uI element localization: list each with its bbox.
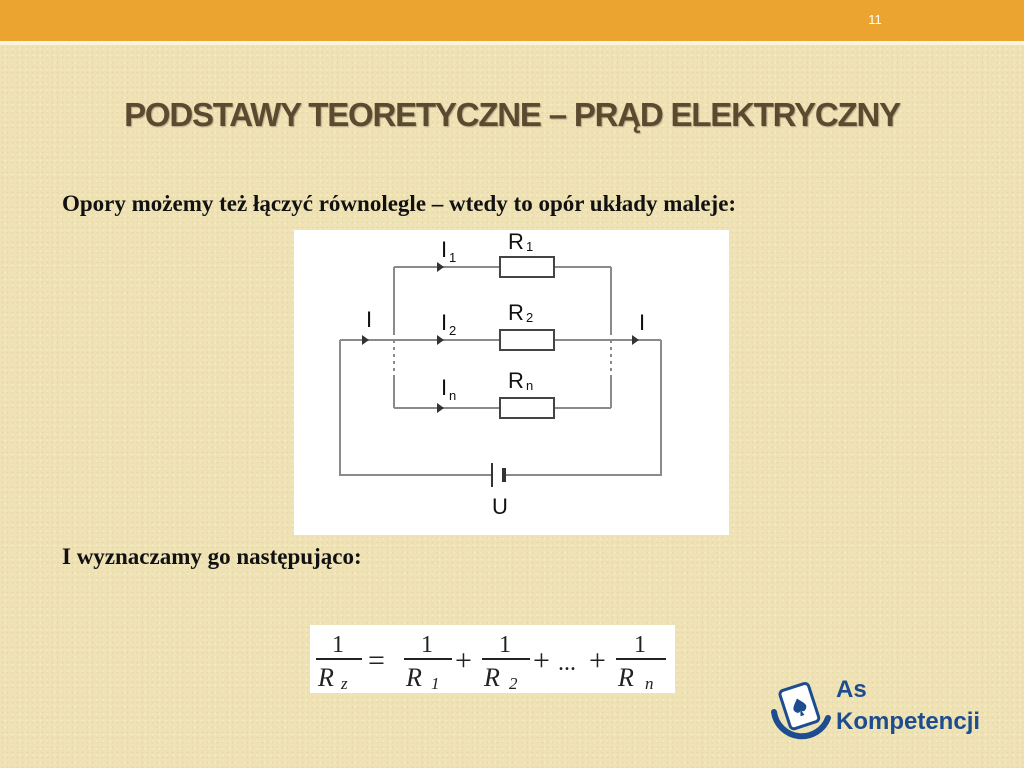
formula-term1-r: R <box>406 663 422 692</box>
formula-equals: = <box>368 644 385 677</box>
resistor-sub-n: n <box>526 378 534 393</box>
slide-number: 11 <box>868 12 882 27</box>
formula-lhs-numerator: 1 <box>332 632 344 658</box>
formula-lhs-r: R <box>318 663 334 692</box>
parallel-resistance-formula <box>310 625 675 693</box>
formula-term2-numerator: 1 <box>499 632 511 658</box>
resistor-rn <box>500 398 554 418</box>
voltage-label: U <box>492 494 508 519</box>
formula-plus-1: + <box>455 644 472 677</box>
resistor-sub-2: 2 <box>526 310 534 325</box>
slide-title: PODSTAWY TEORETYCZNE – PRĄD ELEKTRYCZNY <box>124 96 900 133</box>
resistor-sub-1: 1 <box>526 239 534 254</box>
body-paragraph-parallel: Opory możemy też łączyć równolegle – wtedy to opór układy maleje: <box>62 191 737 216</box>
resistor-r2 <box>500 330 554 350</box>
battery-icon <box>492 463 504 487</box>
resistor-label-2: R <box>508 300 524 325</box>
formula-plus-2: + <box>533 644 550 677</box>
formula-term1-numerator: 1 <box>421 632 433 658</box>
logo-text-as: As <box>836 676 867 703</box>
current-sub-1: 1 <box>449 250 457 265</box>
formula-termn-r: R <box>618 663 634 692</box>
formula-termn-numerator: 1 <box>634 632 646 658</box>
current-label-n: I <box>441 375 448 400</box>
current-sub-2: 2 <box>449 323 457 338</box>
formula-term1-sub: 1 <box>431 674 440 693</box>
total-current-left-label: I <box>366 307 373 332</box>
formula-term2-r: R <box>484 663 500 692</box>
resistor-r1 <box>500 257 554 277</box>
logo-text-kompetencji: Kompetencji <box>836 708 981 735</box>
resistor-label-n: R <box>508 368 524 393</box>
formula-ellipsis: ... <box>558 650 576 676</box>
formula-term2-sub: 2 <box>509 674 518 693</box>
total-current-right-label: I <box>639 310 646 335</box>
resistor-label-1: R <box>508 230 524 254</box>
current-sub-n: n <box>449 388 457 403</box>
formula-termn-sub: n <box>645 674 654 693</box>
current-label-1: I <box>441 237 448 262</box>
current-label-2: I <box>441 310 448 335</box>
as-kompetencji-logo <box>768 670 1008 750</box>
body-paragraph-formula-intro: I wyznaczamy go następująco: <box>62 544 362 569</box>
logo-card-icon <box>768 674 832 746</box>
formula-lhs-sub: z <box>341 674 348 693</box>
formula-plus-3: + <box>589 644 606 677</box>
parallel-circuit-diagram <box>294 230 729 535</box>
top-divider-line <box>0 41 1024 45</box>
